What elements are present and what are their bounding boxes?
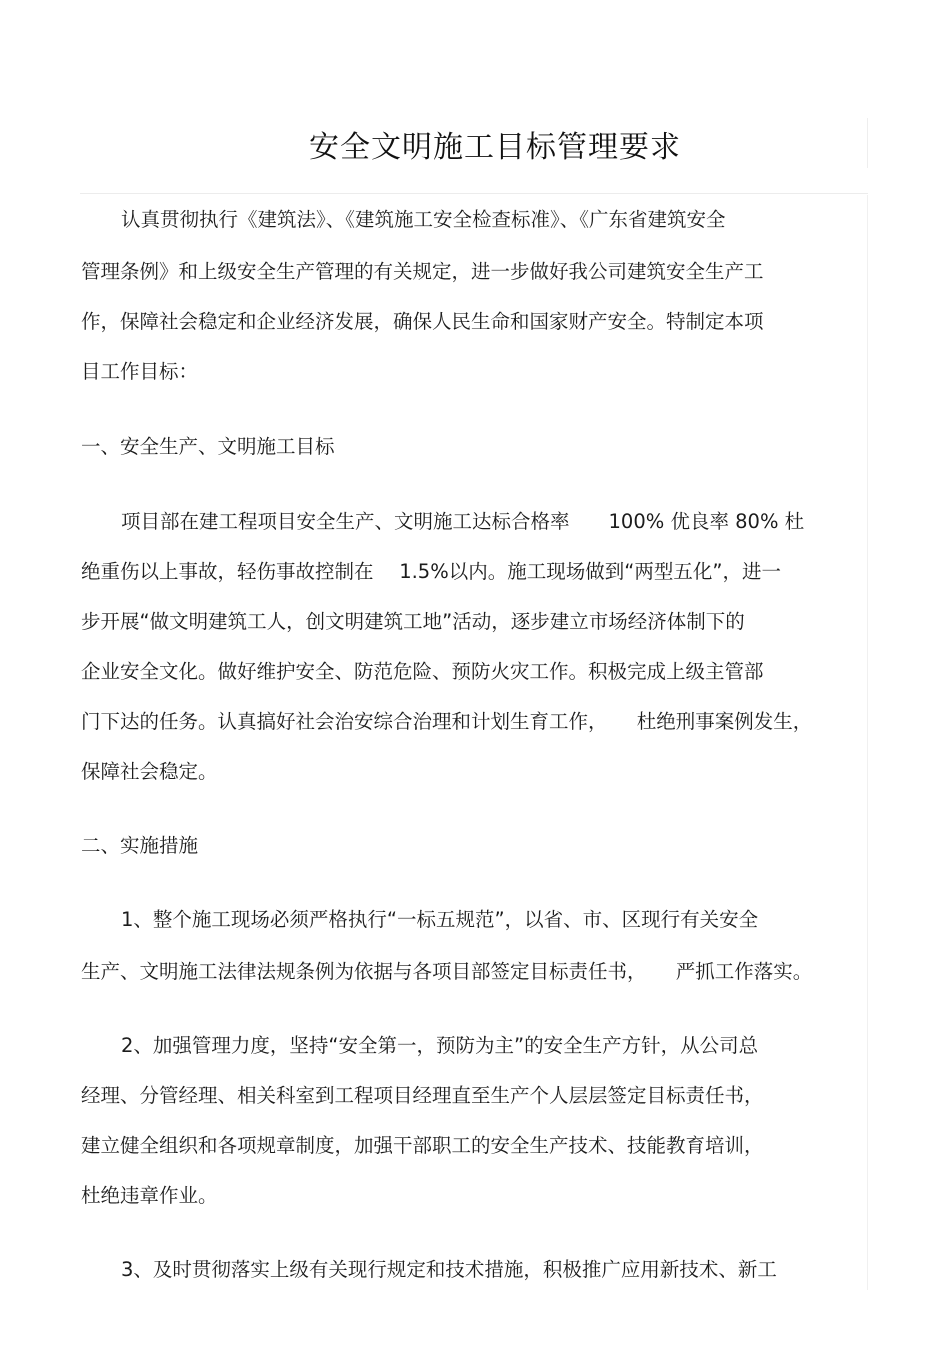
paragraph-line: 认真贯彻执行《建筑法》、《建筑施工安全检查标准》、《广东省建筑安全 xyxy=(121,208,726,231)
margin-line xyxy=(867,195,868,1290)
paragraph-line: 经理、分管经理、相关科室到工程项目经理直至生产个人层层签定目标责任书， xyxy=(81,1084,764,1107)
paragraph-line: 绝重伤以上事故，轻伤事故控制在 1.5%以内。施工现场做到“两型五化”，进一 xyxy=(81,560,781,583)
paragraph-line: 保障社会稳定。 xyxy=(81,760,218,783)
paragraph-line: 建立健全组织和各项规章制度，加强干部职工的安全生产技术、技能教育培训， xyxy=(81,1134,764,1157)
section-heading: 二、实施措施 xyxy=(81,834,199,857)
paragraph-line: 企业安全文化。做好维护安全、防范危险、预防火灾工作。积极完成上级主管部 xyxy=(81,660,764,683)
paragraph-line: 3、及时贯彻落实上级有关现行规定和技术措施，积极推广应用新技术、新工 xyxy=(121,1258,777,1281)
paragraph-line: 杜绝违章作业。 xyxy=(81,1184,218,1207)
paragraph-line: 门下达的任务。认真搞好社会治安综合治理和计划生育工作， 杜绝刑事案例发生， xyxy=(81,710,813,733)
paragraph-line: 作，保障社会稳定和企业经济发展，确保人民生命和国家财产安全。特制定本项 xyxy=(81,310,764,333)
paragraph-line: 2、加强管理力度，坚持“安全第一，预防为主”的安全生产方针，从公司总 xyxy=(121,1034,759,1057)
paragraph-line: 目工作目标： xyxy=(81,360,199,383)
paragraph-line: 项目部在建工程项目安全生产、文明施工达标合格率 100% 优良率 80% 杜 xyxy=(121,510,805,533)
paragraph-line: 步开展“做文明建筑工人，创文明建筑工地”活动，逐步建立市场经济体制下的 xyxy=(81,610,745,633)
document-title: 安全文明施工目标管理要求 xyxy=(309,130,681,165)
paragraph-line: 1、整个施工现场必须严格执行“一标五规范”，以省、市、区现行有关安全 xyxy=(121,908,759,931)
section-heading: 一、安全生产、文明施工目标 xyxy=(81,435,335,458)
paragraph-line: 管理条例》和上级安全生产管理的有关规定，进一步做好我公司建筑安全生产工 xyxy=(81,260,764,283)
header-rule xyxy=(80,193,868,194)
paragraph-line: 生产、文明施工法律法规条例为依据与各项目部签定目标责任书， 严抓工作落实。 xyxy=(81,960,813,983)
